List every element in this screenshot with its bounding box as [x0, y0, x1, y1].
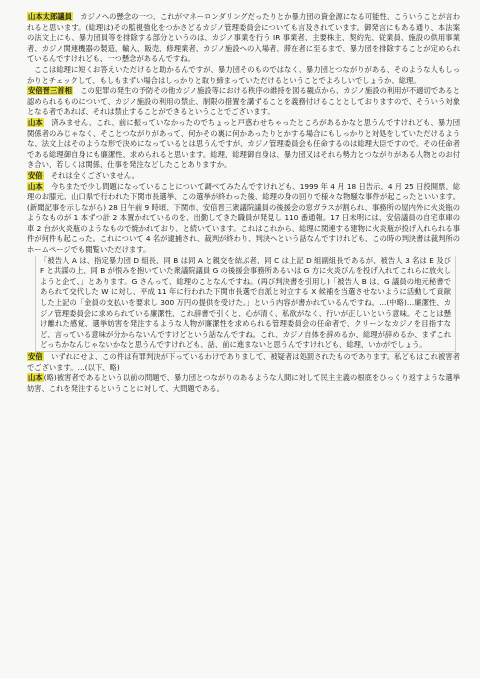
paragraph-1 [27, 12, 460, 65]
court-ruling-quote [35, 256, 456, 352]
paragraph-text: 今ちまたで少し問題になっていることについて調べてみたんですけれども、1999 年 4 月 18 日告示、4 月 25 日投開票、総理のお膝元、山口県で行われた下関市長選挙、この選挙が終わった後、総理の身の回りで様々な物騒な事件が起こったといいます。(新聞記事を示しながら) 28 日午前 9 時頃、下関市、安倍晋三衆議院議員の後援会の窓ガラスが割られ、事務所の屋内外に火炎瓶のようなものが 1 本ずつ計 2 本置かれているのを、出勤してきた職員が発見し 110 番通報。17 日未明には、安倍議員の自宅車庫の車 2 台が火炎瓶のようなもので焼かれており、と続いています。これはこれから、総理に関連する建物に火炎瓶が投げ入れられる事件が何件も起こった。これについて 4 名が逮捕され、裁判が終わり、判決へという話なんですけれども、この時の判決書は裁判所のホームページでも閲覧いただけます。 [27, 181, 460, 255]
paragraph-8 [27, 373, 460, 394]
paragraph-4 [27, 118, 460, 171]
speaker-label: 安倍 [28, 352, 43, 361]
paragraph-text: 済みません、これ、前に振っていなかったのでちょっと戸惑わせちゃったところがあるかなと思うんですけれども、暴力団関係者のみじゃなく、そことつながりがあって、何かその裏に何かあったりとかする場合にもしっかりと対処をしていただけるような、法文上はそのような形で決めになっているとは思うんですが、カジノ管理委員会も任命するのは総理大臣ですので。その任命者である総理御自身にも廉潔性、求められると思います。総理、総理御自身は、暴力団又はそれら勢力とつながりがある人物とのお付き合い、若しくは関係、仕事を発注などしたことありますか。 [27, 117, 461, 170]
speaker-label: 山本 [28, 181, 43, 191]
paragraph-6 [27, 182, 460, 256]
speaker-label: 山本 [28, 117, 43, 127]
quote-text: 「被告人 A は、指定暴力団 D 組長、同 B は同 A と親交を結ぶ者、同 C は上記 D 組副組長であるが、被告人 3 名は E 及び F と共謀の上、同 B が恨みを抱いていた衆議院議員 G の後援会事務所あるいは G 方に火炎びんを投げ入れてこれらに放火しようと企て、」とあります。G さんって、総理のことなんですね。(再び判決書を引用し)「被告人 B は、G 議員の地元秘書であられて交代した W に対し、平成 11 年に行われた下関市長選で自派と対立する X 候補を当選させないように活動して貢献した上記の「金員の支払いを要求し 300 万円の提供を受けた。」という内容が書かれているんですね。…(中略)…廉潔性、カジノ管理委員会に求められている廉潔性、これ辞書で引くと、心が清く、私欲がなく、行いが正しいという意味。そことは懸け離れた感覚、選挙妨害を発注するような人物が廉潔性を求められる管理委員会の任命者で、クリーンなカジノを目指すなど、言っている意味が分からないんですけどという話なんですね。これ、カジノ自体を辞めるか、総理が辞めるか、まずこれどっちかなんじゃないかなと思うんですけれども、話、前に進まないと思うんですけれども、総理、いかがでしょう。 [40, 255, 451, 350]
paragraph-5 [27, 171, 460, 182]
paragraph-7 [27, 352, 460, 373]
transcript-body [27, 12, 460, 394]
paragraph-2 [27, 65, 460, 86]
paragraph-text: それは全くございません。 [43, 170, 139, 180]
speaker-label: 山本太郎議員 [28, 12, 72, 21]
paragraph-text: ここは総理に短くお答えいただけると助かるんですが、暴力団そのものではなく、暴力団とつながりがある、そのような人もしっかりとチェックして、もしもまずい場合はしっかりと取り締まっていただけるということでよろしいでしょうか、総理。 [27, 64, 460, 85]
speaker-label: 安倍晋三首相 [28, 86, 72, 96]
paragraph-3 [27, 86, 460, 118]
paragraph-text: この犯罪の発生の予防その他カジノ施設等における秩序の維持を図る観点から、カジノ施設の利用が不適切であると認められるものについて、カジノ施設の利用の禁止、制限の措置を講ずることを義務付けることとしておりますので、そういう対象となる者であれば、それは禁止することができるということでございます。 [27, 86, 461, 117]
paragraph-text: (略)被害者であるという以前の問題で、暴力団とつながりのあるような人間に対して民主主義の根底をひっくり返すような選挙妨害、これを発注するということに対して、大問題である。 [27, 373, 461, 393]
paragraph-text: いずれにせよ、この件は有罪判決が下っているわけでありまして、被疑者は処罰されたものであります。私どもはこれ被害者でございます。…(以下、略) [27, 352, 460, 372]
speaker-label: 安倍 [28, 170, 43, 180]
paragraph-text: カジノへの懸念の一つ、これがマネーロンダリングだったりとか暴力団の資金源になる可能性、こういうことが言われると思います。(総理は)その監視強化をつかさどるカジノ管理委員会についても言及されています。御発言にもある通り、本法案の法文上にも、暴力団員等を排除する部分というのは、カジノ事業を行う IR 事業者、主要株主、契約先、従業員、施設の供用事業者、カジノ関連機器の製造、輸入、販売、修理業者、カジノ施設への入場者、滞在者に至るまで、暴力団を排除することが定められているんですけれども、一つ懸念があるんですね。 [27, 12, 461, 64]
speaker-label: 山本 [28, 373, 43, 383]
